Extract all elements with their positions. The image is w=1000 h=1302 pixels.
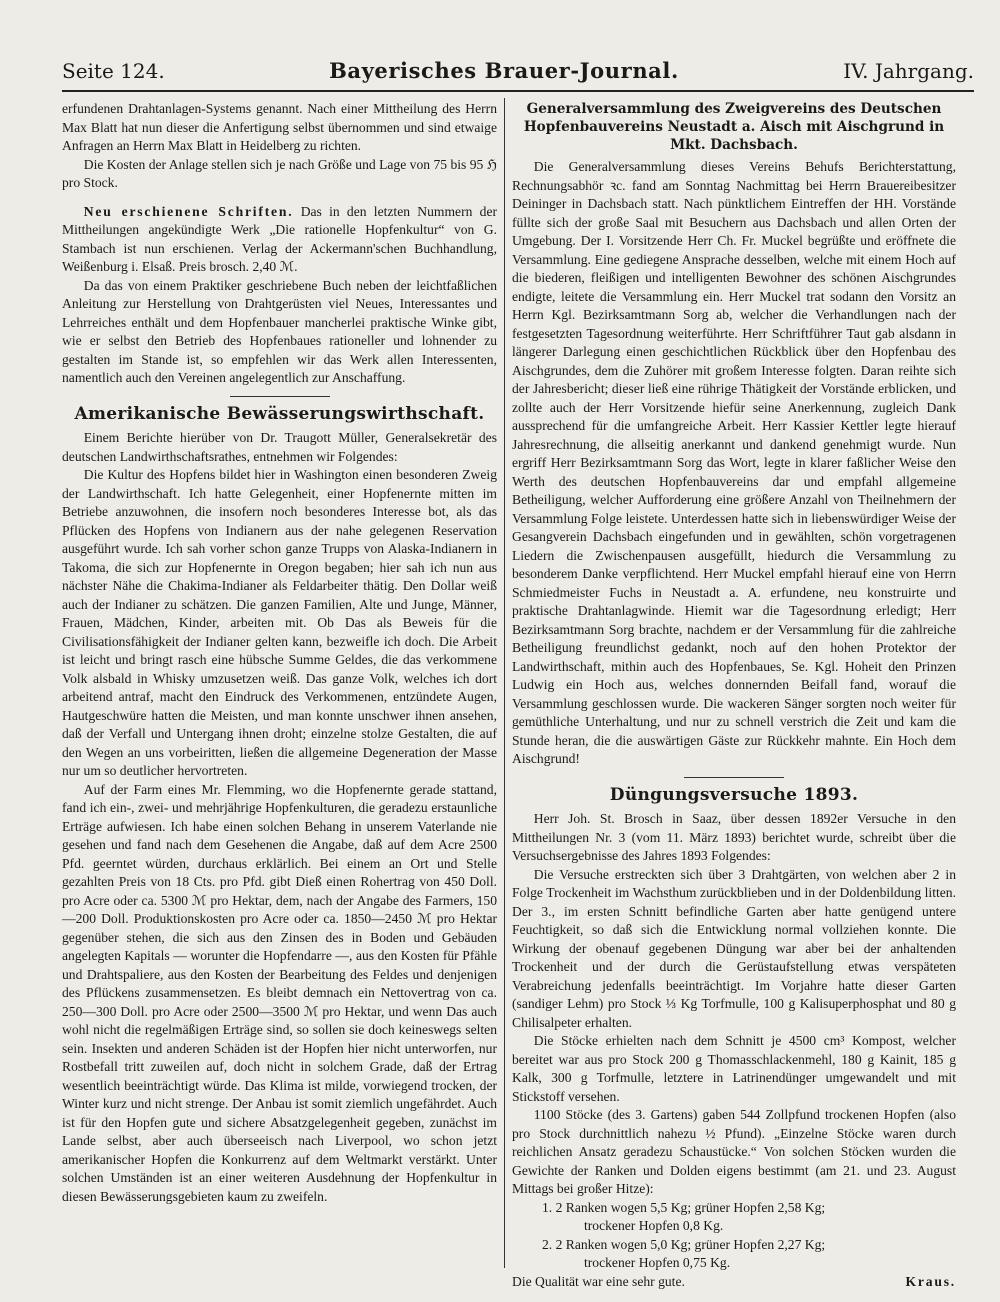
paragraph: Da das von einem Praktiker geschriebene Buch neben der leichtfaßlichen Anleitung zur Herstellung von Drahtgerüsten viel Neues, Interessantes und Lehrreiches enthält und dem Hopfenbauer mancherlei praktische Winke gibt, wie er selbst den Betrieb des Hopfenbaues rationeller und lohnender zu gestalten im Stande ist, so empfehlen wir das Werk allen Interessenten, namentlich auch den Vereinen angelegentlich zur Anschaffung.: [62, 277, 497, 385]
paragraph: Einem Berichte hierüber von Dr. Traugott Müller, Generalsekretär des deutschen Landwirthschaftsrathes, entnehmen wir Folgendes:: [62, 430, 497, 464]
right-column: [512, 100, 956, 1290]
paragraph: Auf der Farm eines Mr. Flemming, wo die Hopfenernte gerade stattand, fand ich ein-, zwei- und mehrjährige Hopfenkulturen, die geradezu erstaunliche Erträge aufwiesen. Ich habe einen solchen Behang in unserem Vaterlande nie gesehen und fand nach dem Gesehenen die Angabe, daß auf dem Acre 2500 Pfd. geerntet würden, durchaus erklärlich. Bei einem an Ort und Stelle gezahlten Preis von 18 Cts. pro Pfd. gibt Dieß einen Rohertrag von 450 Doll. pro Acre oder ca. 5300 ℳ pro Hektar, dem, nach der Angabe des Farmers, 150—200 Doll. Produktionskosten pro Acre oder ca. 1850—2450 ℳ pro Hektar gegenüber stehen, die sich aus den Zinsen des in Boden und Gebäuden angelegten Kapitals — worunter die Hopfendarre —, aus den Kosten für Pfähle und Drahtspaliere, aus den Kosten der Bearbeitung des Feldes und denjenigen des Pflückens zusammensetzen. Es bleibt demnach ein Nettovertrag von ca. 250—300 Doll. pro Acre oder 2500—3500 ℳ pro Hektar, und wenn Das auch wohl nicht die regelmäßigen Erträge sind, so sollen sie doch keineswegs selten sein. Insekten und anderen Schäden ist der Hopfen hier nicht unterworfen, nur Rostbefall tritt zuweilen auf, doch nicht in solchem Grade, daß der Ertrag wesentlich beeinträchtigt würde. Das Klima ist milde, vorwiegend trocken, der Winter kurz und nicht strenge. Der Anbau ist somit ziemlich ungefährdet. Auch ist für den Hopfen gute und sichere Absatzgelegenheit gegeben, zunächst im Lande selbst, aber auch überseeisch nach Liverpool, wo schon jetzt amerikanischer Hopfen die Konkurrenz auf dem Weltmarkt verstärkt. Unter solchen Umständen ist an einer weiteren Ausdehnung der Hopfenkultur in diesen Bewässerungsgebieten kaum zu zweifeln.: [62, 781, 497, 1204]
list-item-sub: trockener Hopfen 0,8 Kg.: [584, 1218, 724, 1233]
books-heading: Neu erschienene Schriften.: [83, 203, 294, 219]
left-column: [62, 100, 497, 1290]
list-item: 2. 2 Ranken wogen 5,0 Kg; grüner Hopfen 2,27 Kg;: [542, 1236, 826, 1252]
meeting-title: Generalversammlung des Zweigvereins des Deutschen Hopfenbauvereins Neustadt a. Aisch mit Aischgrund in Mkt. Dachsbach.: [523, 101, 945, 153]
paragraph: Die Kultur des Hopfens bildet hier in Washington einen besonderen Zweig der Landwirthschaft. Ich hatte Gelegenheit, einer Hopfenernte mitten im Betriebe anzuwohnen, die insofern noch besonderes Interesse bot, als das Pflücken des Hopfens von Indianern aus der nahe gelegenen Reservation ausgeführt wurde. Ich sah vorher schon ganze Trupps von Alaska-Indianern in Takoma, die sich zur Hopfenernte in Oregon begaben; hier sah ich nun aus nächster Nähe die Chakima-Indianer als Feldarbeiter thätig. Den Dollar weiß auch der Indianer zu schätzen. Die ganzen Familien, Alte und Junge, Männer, Frauen, Mädchen, Kinder, arbeiten mit. Ob Das als Beweis für die Civilisationsfähigkeit der Indianer gelten kann, bezweifle ich doch. Die Arbeit ist leicht und bringt rasch eine hübsche Summe Geldes, die das verkommene Volk alsbald in Whisky umzusetzen weiß. Das ganze Volk, welches ich dort arbeitend antraf, macht den Eindruck des Verkommenen, entzündete Augen, Hautgeschwüre hatten die Meisten, und man konnte unschwer ihnen ansehen, daß der Verfall und Untergang ihnen droht; einzelne stolze Gestalten, die auf den Wegen an uns vorbeiritten, ließen die allgemeine Degeneration der Masse nur um so deutlicher hervortreten.: [62, 467, 497, 778]
page-header: [62, 58, 974, 92]
trials-title: Düngungsversuche 1893.: [609, 784, 859, 805]
article-title: Amerikanische Bewässerungswirthschaft.: [74, 403, 485, 424]
volume-label: IV. Jahrgang.: [843, 59, 974, 83]
books-text: Das in den letzten Nummern der Mittheilungen angekündigte Werk „Die rationelle Hopfenkultur“ von G. Stambach ist nun erschienen. Verlag der Ackermann'schen Buchhandlung, Weißenburg i. Elsaß. Preis brosch. 2,40 ℳ.: [62, 203, 497, 274]
journal-title: Bayerisches Brauer-Journal.: [329, 58, 679, 83]
paragraph: 1100 Stöcke (des 3. Gartens) gaben 544 Zollpfund trockenen Hopfen (also pro Stock durchnittlich nahezu ½ Pfund). „Einzelne Stöcke waren durch reichlichen Ansatz geradezu Schaustücke.“ Von solchen Stöcken wurden die Gewichte der Ranken und Dolden eigens bestimmt (am 21. und 23. August Mittags bei großer Hitze):: [512, 1107, 956, 1196]
paragraph: Herr Joh. St. Brosch in Saaz, über dessen 1892er Versuche in den Mittheilungen Nr. 3 (vom 11. März 1893) berichtet wurde, schreibt über die Versuchsergebnisse des Jahres 1893 Folgendes:: [512, 811, 956, 863]
books-paragraph: [62, 203, 497, 277]
paragraph: Die Generalversammlung dieses Vereins Behufs Berichterstattung, Rechnungsabhör ꝛc. fand am Sonntag Nachmittag bei Herrn Brauereibesitzer Deininger in Dachsbach statt. Nach pünktlichem Eintreffen der HH. Vorstände füllte sich der große Saal mit Besuchern aus Dachsbach und allen Orten der Umgebung. Der I. Vorsitzende Herr Ch. Fr. Muckel begrüßte und eröffnete die Versammlung. Eine gediegene Ansprache desselben, welche mit einem Hoch auf die biederen, fleißigen und intelligenten Bewohner des schönen Aischgrundes endigte, leitete die Versammlung ein. Herr Muckel trat sodann den Vorsitz an Herrn Kgl. Bezirksamtmann Sorg ab, welcher die Verhandlungen nach der festgesetzten Tagesordnung weiterführte. Herr Schriftführer Taut gab alsdann in längerer Darlegung einen geschichtlichen Rückblick über den Hopfenbau des Aischgrundes, dem die Zuhörer mit großem Interesse folgten. Daran reihte sich der Jahresbericht; dieser ließ eine rührige Thätigkeit der Vorstände erblicken, und zollte auch der Herr Vorsitzende hiefür seine Anerkennung, zugleich Dank aussprechend für die umfangreiche Arbeit. Herr Kassier Kettler legte hierauf Jahresrechnung, die allseitig anerkannt und dankend genehmigt wurde. Nun ergriff Herr Bezirksamtmann Sorg das Wort, legte in klarer faßlicher Weise den Werth des deutschen Hopfenbauvereins dar und empfahl allgemeine Betheiligung, welcher Aufforderung eine größere Anzahl von Theilnehmern der Versammlung Folge leistete. Unterdessen hatte sich in liebenswürdiger Weise der Gesangverein Dachsbach eingefunden und in gewählten, schön vorgetragenen Liedern die Zwischenpausen ausgefüllt, hiedurch die Versammlung zu besonderem Danke verpflichtend. Herr Muckel empfahl hierauf eine von Herrn Schmiedmeister Fuchs in Neustadt a. A. erfundene, neu konstruirte und praktische Drahtanlagwinde. Hiemit war die Tagesordnung erledigt; Herr Bezirksamtmann Sorg brachte, nachdem er der Versammlung für die zahlreiche Betheiligung freundlichst gedankt, noch auf den hohen Protektor der Landwirthschaft, mithin auch des Hopfenbaues, Se. Kgl. Hoheit den Prinzen Ludwig ein Hoch aus, welches donnernden Beifall fand, worauf die Versammlung geschlossen wurde. Die wackeren Sänger sorgten noch weiter für gemüthliche Unterhaltung, und nur zu schnell verstrich die Zeit und kam die Stunde heran, die die auswärtigen Gäste zur Rückkehr mahnte. Ein Hoch dem Aischgrund!: [512, 159, 956, 766]
section-divider: [230, 396, 330, 397]
column-divider: [504, 98, 505, 1268]
paragraph: erfundenen Drahtanlagen-Systems genannt. Nach einer Mittheilung des Herrn Max Blatt hat nun dieser die Anfertigung selbst übernommen und sind etwaige Anfragen an Herrn Max Blatt in Heidelberg zu richten.: [62, 101, 497, 153]
paragraph: Die Stöcke erhielten nach dem Schnitt je 4500 cm³ Kompost, welcher bereitet war aus pro Stock 200 g Thomasschlackenmehl, 180 g Kainit, 185 g Kalk, 300 g Torfmulle, letztere in Latrinendünger umgewandelt und mit Stickstoff versehen.: [512, 1033, 956, 1104]
closing-text: Die Qualität war eine sehr gute.: [512, 1273, 685, 1289]
measurement-list: [512, 1199, 956, 1273]
paragraph: Die Versuche erstreckten sich über 3 Drahtgärten, von welchen aber 2 in Folge Trockenheit im Wachsthum zurückblieben und in der Doldenbildung litten. Der 3., im ersten Schnitt befindliche Garten aber hatte genügend untere Feuchtigkeit, so daß sich die Entwicklung normal vollziehen konnte. Die Wirkung der obenauf gegebenen Düngung war aber bei der anhaltenden Trockenheit und der durch die Gerüstaufstellung etwas verspäteten Verabreichung jedenfalls beeinträchtigt. Im Vorjahre hatte dieser Garten (sandiger Lehm) pro Stock ⅓ Kg Torfmulle, 100 g Kalisuperphosphat und 80 g Chilisalpeter erhalten.: [512, 866, 956, 1030]
list-item: 1. 2 Ranken wogen 5,5 Kg; grüner Hopfen 2,58 Kg;: [542, 1199, 826, 1215]
author-signature: Kraus.: [905, 1273, 956, 1289]
closing-row: [512, 1273, 956, 1291]
paragraph: Die Kosten der Anlage stellen sich je nach Größe und Lage von 75 bis 95 ℌ pro Stock.: [62, 156, 497, 190]
list-item-sub: trockener Hopfen 0,75 Kg.: [584, 1255, 731, 1270]
page-number: Seite 124.: [62, 59, 165, 83]
section-divider: [684, 777, 784, 778]
